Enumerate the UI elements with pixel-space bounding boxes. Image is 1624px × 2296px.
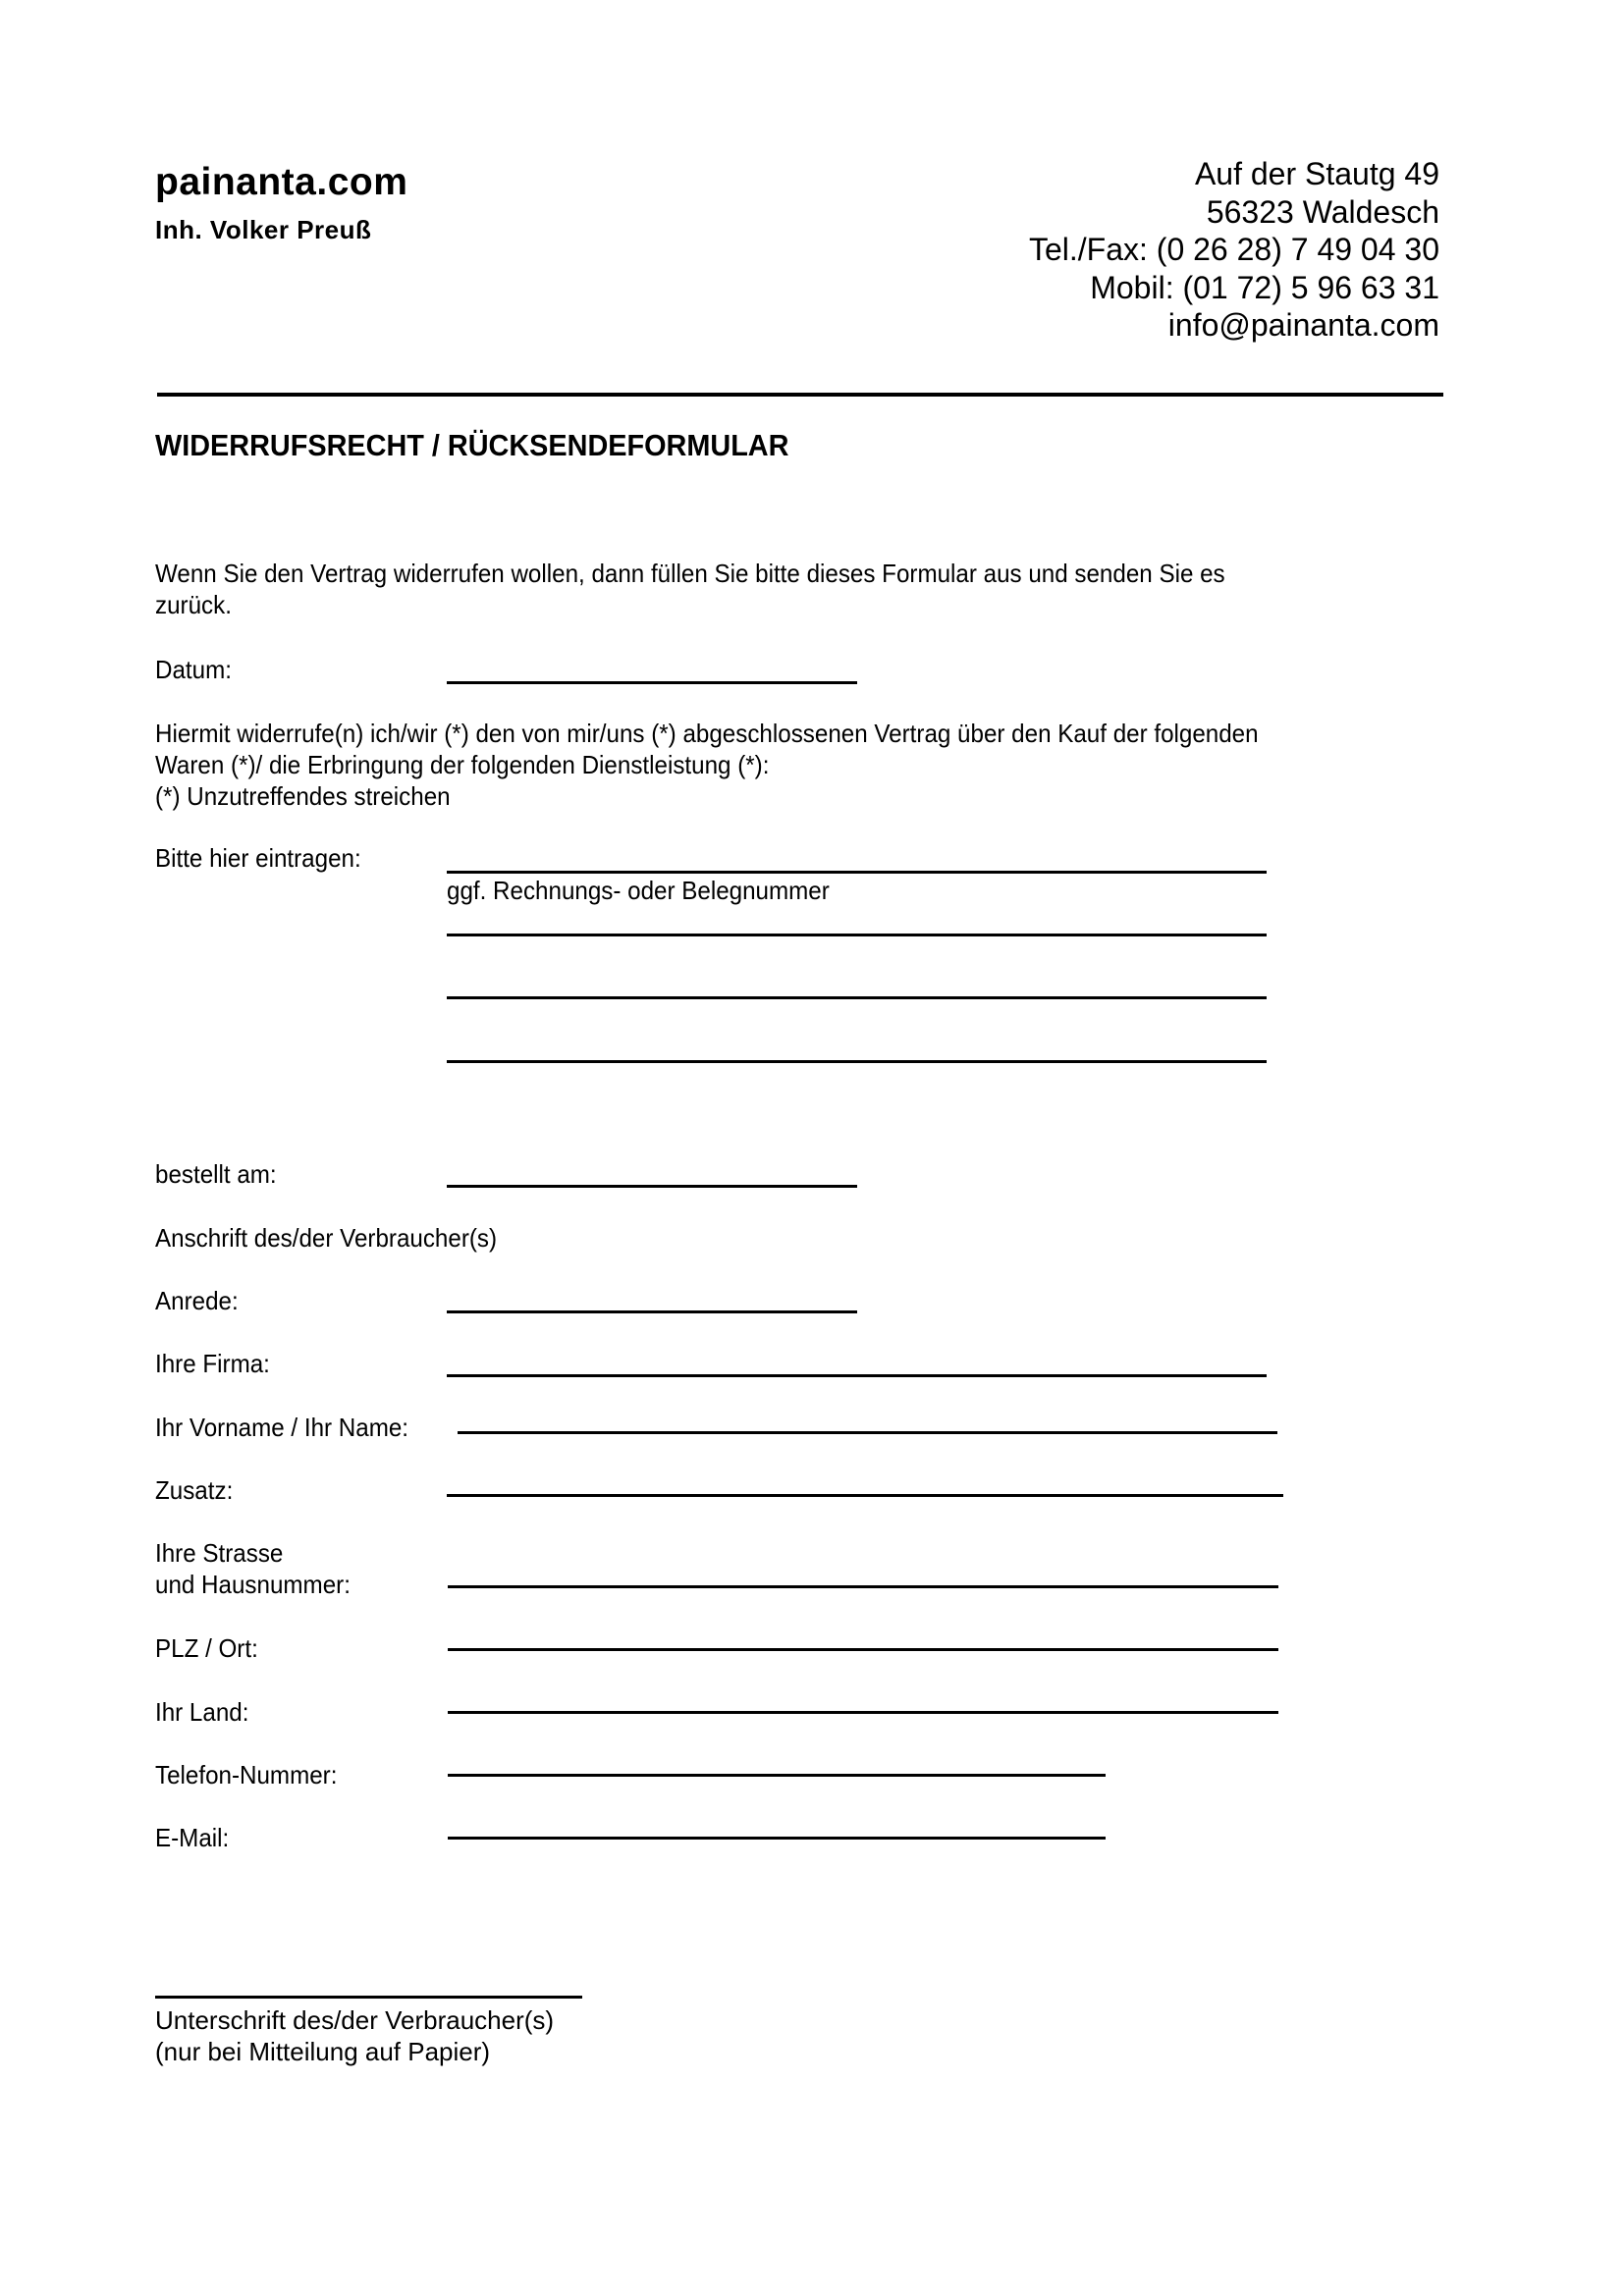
entry-field-2[interactable] <box>447 934 1267 936</box>
telefon-label: Telefon-Nummer: <box>155 1760 338 1789</box>
anrede-label: Anrede: <box>155 1286 239 1315</box>
land-field[interactable] <box>448 1711 1278 1714</box>
header-divider <box>157 393 1443 397</box>
signature-field[interactable] <box>155 1996 582 1999</box>
strasse-field[interactable] <box>448 1585 1278 1588</box>
bestellt-label: bestellt am: <box>155 1159 277 1189</box>
plz-label: PLZ / Ort: <box>155 1633 258 1663</box>
datum-field[interactable] <box>447 681 857 684</box>
signature-label: Unterschrift des/der Verbraucher(s) <box>155 2005 555 2035</box>
firma-field[interactable] <box>447 1374 1267 1377</box>
anrede-field[interactable] <box>447 1310 857 1313</box>
zusatz-label: Zusatz: <box>155 1475 234 1505</box>
declaration-line-2: Waren (*)/ die Erbringung der folgenden Dienstleistung (*): <box>155 750 770 779</box>
signature-note: (nur bei Mitteilung auf Papier) <box>155 2037 491 2066</box>
bestellt-field[interactable] <box>447 1185 857 1188</box>
email-label: E-Mail: <box>155 1823 230 1852</box>
owner-name: Inh. Volker Preuß <box>155 215 372 244</box>
firma-label: Ihre Firma: <box>155 1349 270 1378</box>
address-phone-fax: Tel./Fax: (0 26 28) 7 49 04 30 <box>1028 232 1439 267</box>
entry-field-3[interactable] <box>447 996 1267 999</box>
intro-line-2: zurück. <box>155 590 232 619</box>
address-mobile: Mobil: (01 72) 5 96 63 31 <box>1090 269 1439 305</box>
strasse-label-2: und Hausnummer: <box>155 1570 351 1599</box>
address-city: 56323 Waldesch <box>1206 193 1439 230</box>
declaration-line-1: Hiermit widerrufe(n) ich/wir (*) den von mir/uns (*) abgeschlossenen Vertrag über den Kauf der folgenden <box>155 719 1259 748</box>
entry-field-1[interactable] <box>447 871 1267 874</box>
land-label: Ihr Land: <box>155 1697 249 1727</box>
page-title: WIDERRUFSRECHT / RÜCKSENDEFORMULAR <box>155 428 789 462</box>
telefon-field[interactable] <box>448 1774 1106 1777</box>
company-name: painanta.com <box>155 161 408 203</box>
address-email: info@painanta.com <box>1167 307 1439 343</box>
zusatz-field[interactable] <box>447 1494 1283 1497</box>
name-field[interactable] <box>458 1431 1277 1434</box>
name-label: Ihr Vorname / Ihr Name: <box>155 1413 409 1442</box>
entry-field-4[interactable] <box>447 1060 1267 1063</box>
intro-line-1: Wenn Sie den Vertrag widerrufen wollen, dann füllen Sie bitte dieses Formular aus und senden Sie es <box>155 559 1225 588</box>
plz-field[interactable] <box>448 1648 1278 1651</box>
datum-label: Datum: <box>155 655 232 684</box>
entry-label: Bitte hier eintragen: <box>155 843 361 873</box>
address-heading: Anschrift des/der Verbraucher(s) <box>155 1223 498 1253</box>
address-block <box>1029 155 1439 345</box>
declaration-note: (*) Unzutreffendes streichen <box>155 781 451 811</box>
entry-hint: ggf. Rechnungs- oder Belegnummer <box>447 876 830 905</box>
address-street: Auf der Stautg 49 <box>1194 156 1439 191</box>
email-field[interactable] <box>448 1837 1106 1840</box>
strasse-label-1: Ihre Strasse <box>155 1538 284 1568</box>
